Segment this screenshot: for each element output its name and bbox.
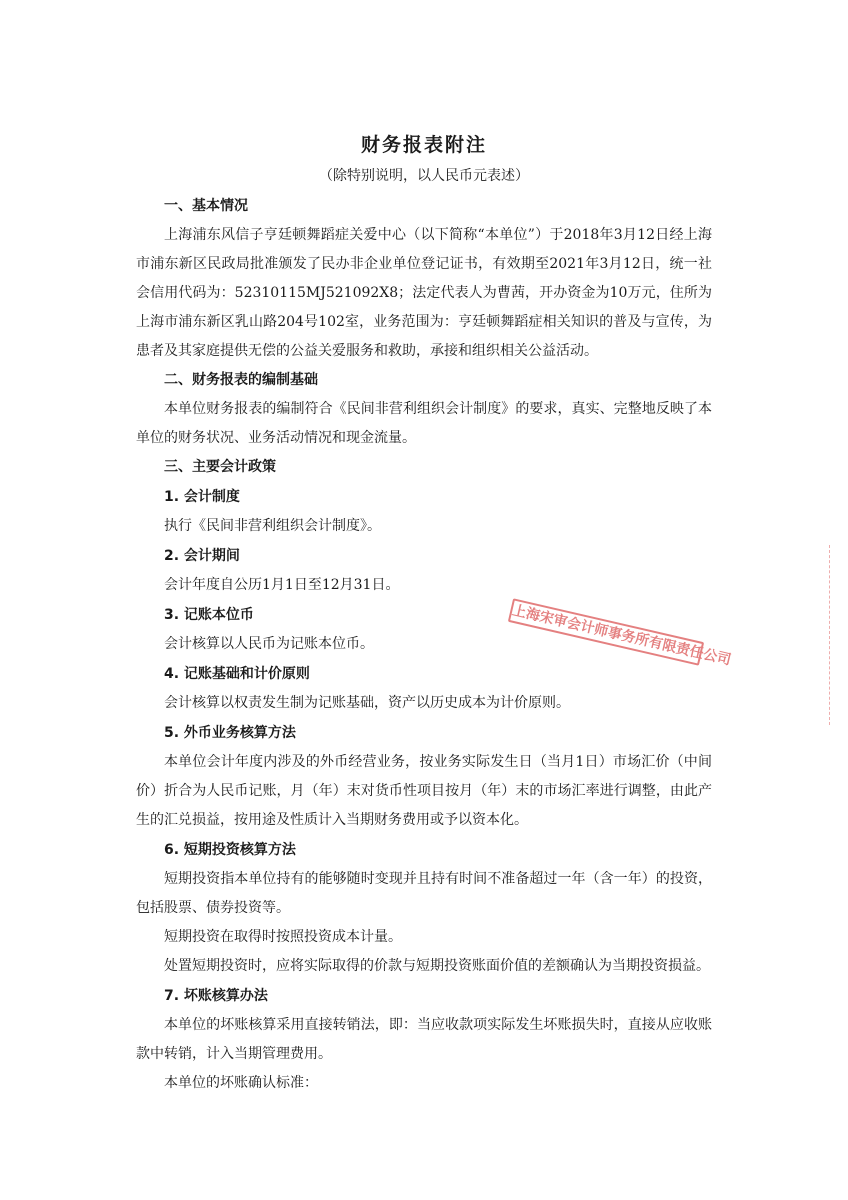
policy-paragraph-short-term-investment-3: 处置短期投资时，应将实际取得的价款与短期投资账面价值的差额确认为当期投资损益。 <box>164 958 710 974</box>
policy-heading-currency: 3. 记账本位币 <box>164 607 254 623</box>
policy-heading-system: 1. 会计制度 <box>164 489 240 505</box>
accounting-firm-stamp: 上海宋审会计师事务所有限责任公司 <box>508 598 704 665</box>
seal-edge-mark <box>829 545 848 725</box>
section-heading-basic-info: 一、基本情况 <box>164 198 248 214</box>
policy-paragraph-system: 执行《民间非营利组织会计制度》。 <box>164 518 381 534</box>
policy-paragraph-foreign-currency: 本单位会计年度内涉及的外币经营业务，按业务实际发生日（当月1日）市场汇价（中间价）折合为人民币记账，月（年）末对货币性项目按月（年）末的市场汇率进行调整，由此产生的汇兑损益，按用途及性质计入当期财务费用或予以资本化。 <box>136 754 712 828</box>
page-title: 财务报表附注 <box>360 134 487 156</box>
policy-paragraph-currency: 会计核算以人民币为记账本位币。 <box>164 636 374 652</box>
policy-paragraph-bad-debt-2: 本单位的坏账确认标准： <box>164 1075 318 1091</box>
policy-paragraph-basis-valuation: 会计核算以权责发生制为记账基础，资产以历史成本为计价原则。 <box>164 695 570 711</box>
policy-heading-foreign-currency: 5. 外币业务核算方法 <box>164 725 296 741</box>
paragraph-basic-info: 上海浦东风信子亨廷顿舞蹈症关爱中心（以下简称“本单位”）于2018年3月12日经上海市浦东新区民政局批准颁发了民办非企业单位登记证书，有效期至2021年3月12日，统一社会信用代码为：52310115MJ521092X8；法定代表人为曹茜，开办资金为10万元，住所为上海市浦东新区乳山路204号102室，业务范围为：亨廷顿舞蹈症相关知识的普及与宣传，为患者及其家庭提供无偿的公益关爱服务和救助，承接和组织相关公益活动。 <box>136 227 712 359</box>
policy-paragraph-period: 会计年度自公历1月1日至12月31日。 <box>164 577 400 593</box>
paragraph-basis: 本单位财务报表的编制符合《民间非营利组织会计制度》的要求，真实、完整地反映了本单位的财务状况、业务活动情况和现金流量。 <box>136 401 712 446</box>
policy-heading-short-term-investment: 6. 短期投资核算方法 <box>164 842 296 858</box>
policy-paragraph-short-term-investment-2: 短期投资在取得时按照投资成本计量。 <box>164 929 402 945</box>
page-subtitle: （除特别说明，以人民币元表述） <box>319 168 529 184</box>
policy-heading-bad-debt: 7. 坏账核算办法 <box>164 988 268 1004</box>
policy-heading-basis-valuation: 4. 记账基础和计价原则 <box>164 666 310 682</box>
section-heading-basis: 二、财务报表的编制基础 <box>164 372 318 388</box>
section-heading-policies: 三、主要会计政策 <box>164 459 276 475</box>
policy-paragraph-short-term-investment-1: 短期投资指本单位持有的能够随时变现并且持有时间不准备超过一年（含一年）的投资，包括股票、债券投资等。 <box>136 871 712 916</box>
policy-heading-period: 2. 会计期间 <box>164 548 240 564</box>
policy-paragraph-bad-debt-1: 本单位的坏账核算采用直接转销法，即：当应收款项实际发生坏账损失时，直接从应收账款中转销，计入当期管理费用。 <box>136 1017 712 1062</box>
